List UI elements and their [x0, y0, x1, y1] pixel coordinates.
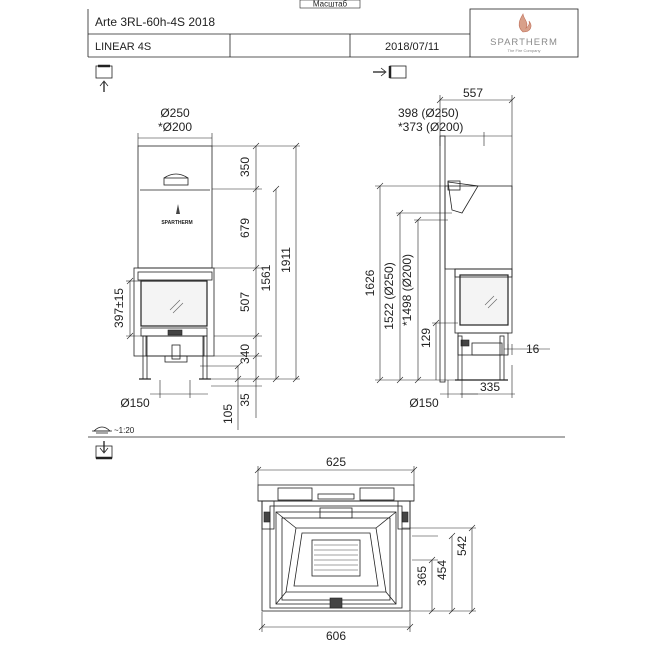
- spartherm-flame-icon: [519, 14, 531, 32]
- side-view-icon: [373, 66, 406, 78]
- side-air-diameter: Ø150: [409, 396, 439, 410]
- series-label: LINEAR 4S: [95, 41, 152, 53]
- side-dim-flue-offset-alt: *373 (Ø200): [398, 120, 464, 134]
- front-dim-1911: 1911: [279, 247, 293, 273]
- side-dim-557: 557: [462, 86, 484, 100]
- side-hood: [445, 186, 512, 269]
- front-glass-door: [141, 281, 207, 326]
- front-dim-350: 350: [238, 156, 252, 178]
- masshtab-label: Масштаб: [312, 0, 348, 9]
- side-flue-outlet: [448, 182, 478, 213]
- side-glass: [460, 275, 508, 325]
- plan-dim-542: 542: [455, 535, 469, 557]
- front-dim-397: 397±15: [112, 288, 126, 328]
- front-body-flame-icon: [176, 204, 180, 214]
- front-dim-507: 507: [238, 291, 252, 313]
- side-dim-flue-offset: 398 (Ø250): [398, 106, 459, 120]
- brand-name: SPARTHERM: [490, 37, 558, 48]
- brand-tagline: The Fire Company: [507, 48, 541, 53]
- front-hood-handle: [164, 178, 188, 185]
- side-dim-335: 335: [479, 380, 501, 394]
- plan-dim-454: 454: [435, 559, 449, 581]
- top-view-icon: [96, 441, 112, 458]
- front-flue-diameter: Ø250: [160, 106, 190, 120]
- side-view: [363, 86, 550, 410]
- front-flue-diameter-alt: *Ø200: [157, 120, 193, 134]
- front-dim-35: 35: [238, 393, 252, 407]
- plan-dim-625: 625: [325, 455, 347, 469]
- plan-dim-365: 365: [415, 565, 429, 587]
- plan-view: [255, 455, 476, 643]
- scale-arc-icon: [94, 427, 110, 431]
- side-wall-strip: [440, 136, 445, 382]
- front-view-icon: [96, 66, 112, 92]
- model-title: Arte 3RL-60h-4S 2018: [95, 15, 216, 29]
- side-dim-1626: 1626: [363, 269, 377, 297]
- front-hood: [138, 146, 212, 268]
- title-block: [88, 0, 578, 57]
- front-dim-679: 679: [238, 217, 252, 239]
- side-dim-1498: *1498 (Ø200): [400, 253, 414, 327]
- side-dim-129: 129: [419, 327, 433, 349]
- scale-label: ~1:20: [114, 426, 135, 435]
- drawing-date: 2018/07/11: [385, 41, 440, 53]
- plan-frame-outer: [270, 506, 402, 608]
- side-dim-1522: 1522 (Ø250): [382, 262, 396, 330]
- front-dim-1561: 1561: [259, 264, 273, 292]
- front-dim-105: 105: [221, 403, 235, 425]
- plan-grate: [312, 540, 360, 576]
- front-view: [112, 106, 300, 430]
- front-base: [146, 336, 204, 356]
- front-body-logo: SPARTHERM: [161, 220, 193, 226]
- front-air-diameter: Ø150: [120, 396, 150, 410]
- side-dim-16: 16: [526, 342, 540, 356]
- plan-dim-606: 606: [325, 629, 347, 643]
- scale-indicator: [88, 426, 565, 437]
- front-dim-340: 340: [238, 343, 252, 365]
